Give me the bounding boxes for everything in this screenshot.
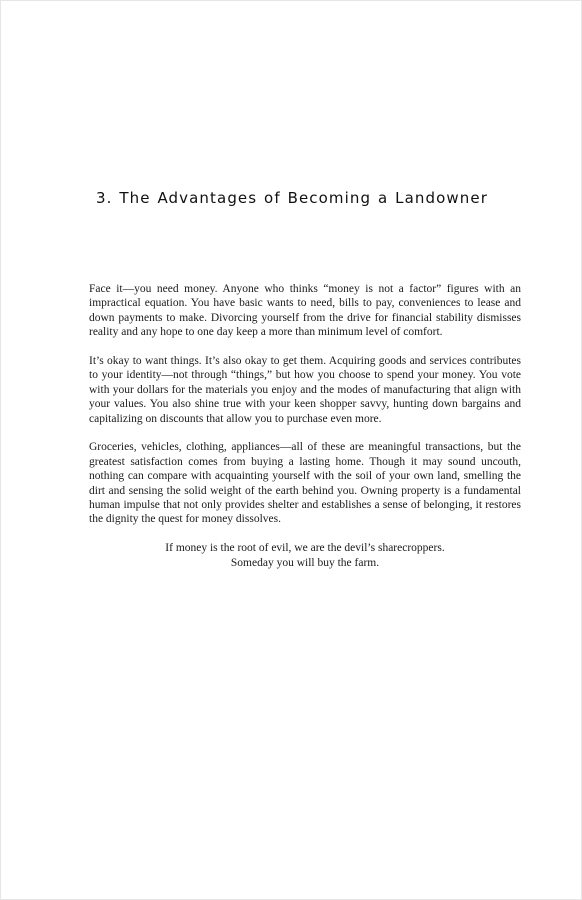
closing-line-1: If money is the root of evil, we are the devil’s sharecroppers. xyxy=(165,542,445,555)
paragraph-3: Groceries, vehicles, clothing, appliances—all of these are meaningful transactions, but the greatest satisfaction comes from buying a lasting home. Though it may sound uncouth, nothing can compare with acquainting yourself with the soil of your own land, smelling the dirt and sensing the solid weight of the earth behind you. Owning property is a fundamental human impulse that not only provides shelter and establishes a sense of belonging, it restores the dignity the quest for money dissolves. xyxy=(89,441,521,526)
closing-line-2: Someday you will buy the farm. xyxy=(230,556,380,569)
chapter-title: 3. The Advantages of Becoming a Landowner xyxy=(96,189,488,207)
paragraph-1: Face it—you need money. Anyone who thinks “money is not a factor” figures with an impractical equation. You have basic wants to need, bills to pay, conveniences to lease and down payments to make. Divorcing yourself from the drive for financial stability dismisses reality and any hope to one day keep a more than minimum level of comfort. xyxy=(89,283,521,339)
closing-couplet xyxy=(89,541,521,570)
paragraph-2: It’s okay to want things. It’s also okay to get them. Acquiring goods and services contributes to your identity—not through “things,” but how you choose to spend your money. You vote with your dollars for the materials you enjoy and the modes of manufacturing that align with your values. You also shine true with your keen shopper savvy, hunting down bargains and capitalizing on discounts that allow you to purchase even more. xyxy=(89,355,521,425)
chapter-body xyxy=(89,282,521,570)
